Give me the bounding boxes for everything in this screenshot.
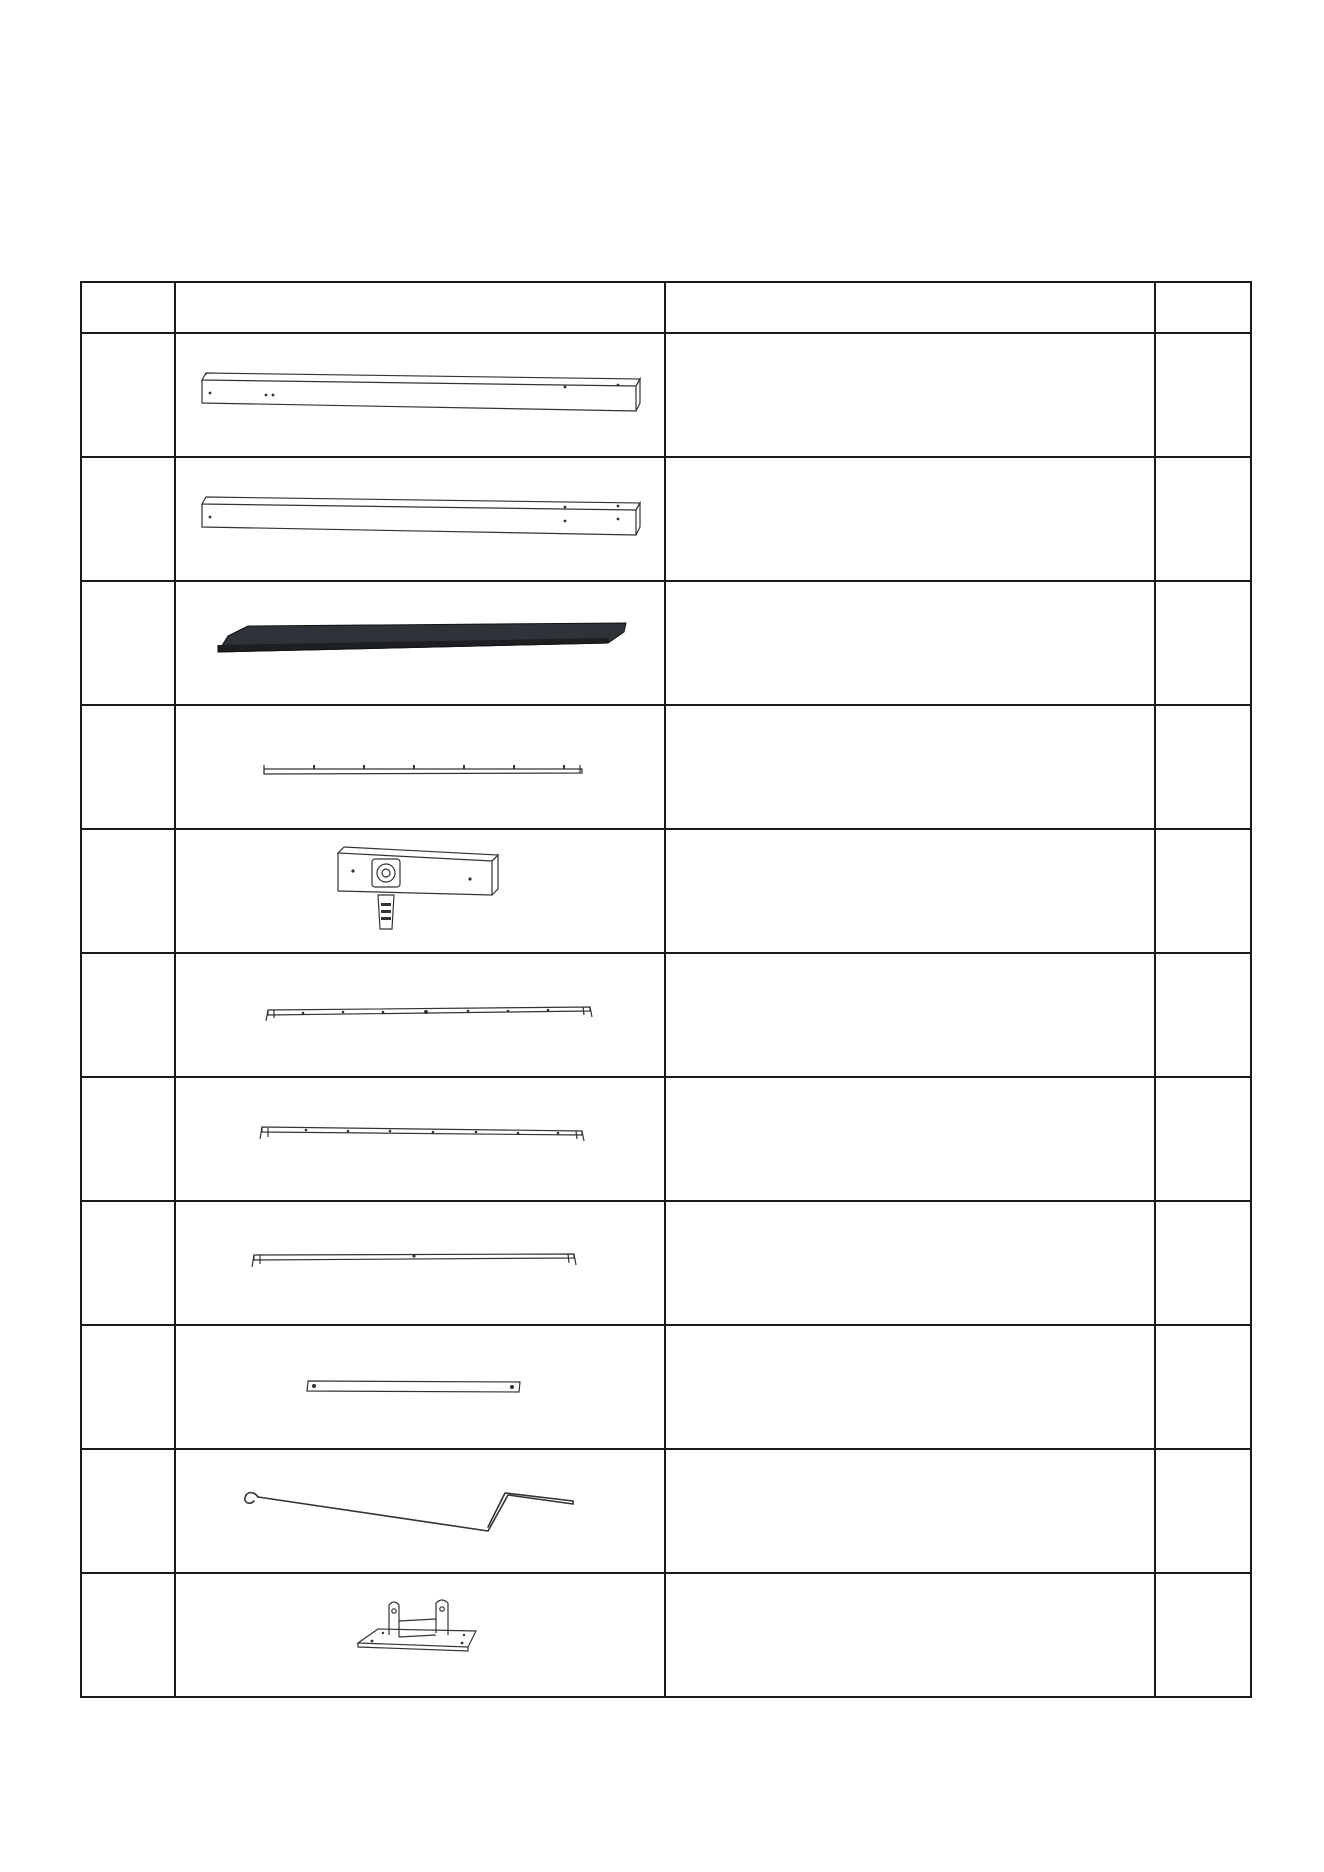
- part-number: [81, 1077, 175, 1201]
- part-picture: [175, 1077, 665, 1201]
- table-header-row: [81, 282, 1251, 333]
- table-row: [81, 1325, 1251, 1449]
- part-description: [665, 1449, 1155, 1573]
- notched-rail-icon: [178, 707, 663, 827]
- part-picture: [175, 829, 665, 953]
- long-square-tube-icon: [178, 335, 663, 455]
- part-picture: [175, 1573, 665, 1697]
- part-picture: [175, 1325, 665, 1449]
- table-row: [81, 705, 1251, 829]
- table-row: [81, 457, 1251, 581]
- part-description: [665, 1201, 1155, 1325]
- part-description: [665, 1325, 1155, 1449]
- part-picture: [175, 333, 665, 457]
- header-description: [665, 282, 1155, 333]
- part-number: [81, 457, 175, 581]
- part-quantity: [1155, 705, 1251, 829]
- part-quantity: [1155, 1573, 1251, 1697]
- part-quantity: [1155, 333, 1251, 457]
- table-row: [81, 581, 1251, 705]
- table-row: [81, 1573, 1251, 1697]
- square-tube-icon: [178, 459, 663, 579]
- header-qty: [1155, 282, 1251, 333]
- part-description: [665, 1573, 1155, 1697]
- base-plate-bracket-icon: [178, 1575, 663, 1695]
- table-row: [81, 953, 1251, 1077]
- part-quantity: [1155, 829, 1251, 953]
- crank-handle-icon: [178, 1451, 663, 1571]
- table-row: [81, 829, 1251, 953]
- table-row: [81, 1449, 1251, 1573]
- part-description: [665, 829, 1155, 953]
- flat-bar-icon: [178, 1327, 663, 1447]
- part-picture: [175, 581, 665, 705]
- part-picture: [175, 705, 665, 829]
- channel-rail-icon: [178, 955, 663, 1075]
- part-number: [81, 1201, 175, 1325]
- part-number: [81, 829, 175, 953]
- part-number: [81, 705, 175, 829]
- part-quantity: [1155, 1201, 1251, 1325]
- part-quantity: [1155, 581, 1251, 705]
- part-quantity: [1155, 1325, 1251, 1449]
- table-row: [81, 333, 1251, 457]
- part-quantity: [1155, 1077, 1251, 1201]
- part-number: [81, 1573, 175, 1697]
- part-quantity: [1155, 457, 1251, 581]
- channel-rail-icon: [178, 1079, 663, 1199]
- part-description: [665, 457, 1155, 581]
- part-picture: [175, 1449, 665, 1573]
- crank-gearbox-bracket-icon: [178, 831, 663, 951]
- part-quantity: [1155, 1449, 1251, 1573]
- part-picture: [175, 457, 665, 581]
- table-row: [81, 1201, 1251, 1325]
- parts-list-table: [80, 281, 1252, 1698]
- part-picture: [175, 953, 665, 1077]
- channel-rail-icon: [178, 1203, 663, 1323]
- part-number: [81, 1325, 175, 1449]
- part-number: [81, 953, 175, 1077]
- part-quantity: [1155, 953, 1251, 1077]
- part-number: [81, 581, 175, 705]
- part-picture: [175, 1201, 665, 1325]
- part-number: [81, 333, 175, 457]
- header-no: [81, 282, 175, 333]
- part-description: [665, 705, 1155, 829]
- part-description: [665, 1077, 1155, 1201]
- table-row: [81, 1077, 1251, 1201]
- part-description: [665, 953, 1155, 1077]
- shade-fabric-panel-icon: [178, 583, 663, 703]
- part-description: [665, 581, 1155, 705]
- part-description: [665, 333, 1155, 457]
- part-number: [81, 1449, 175, 1573]
- header-picture: [175, 282, 665, 333]
